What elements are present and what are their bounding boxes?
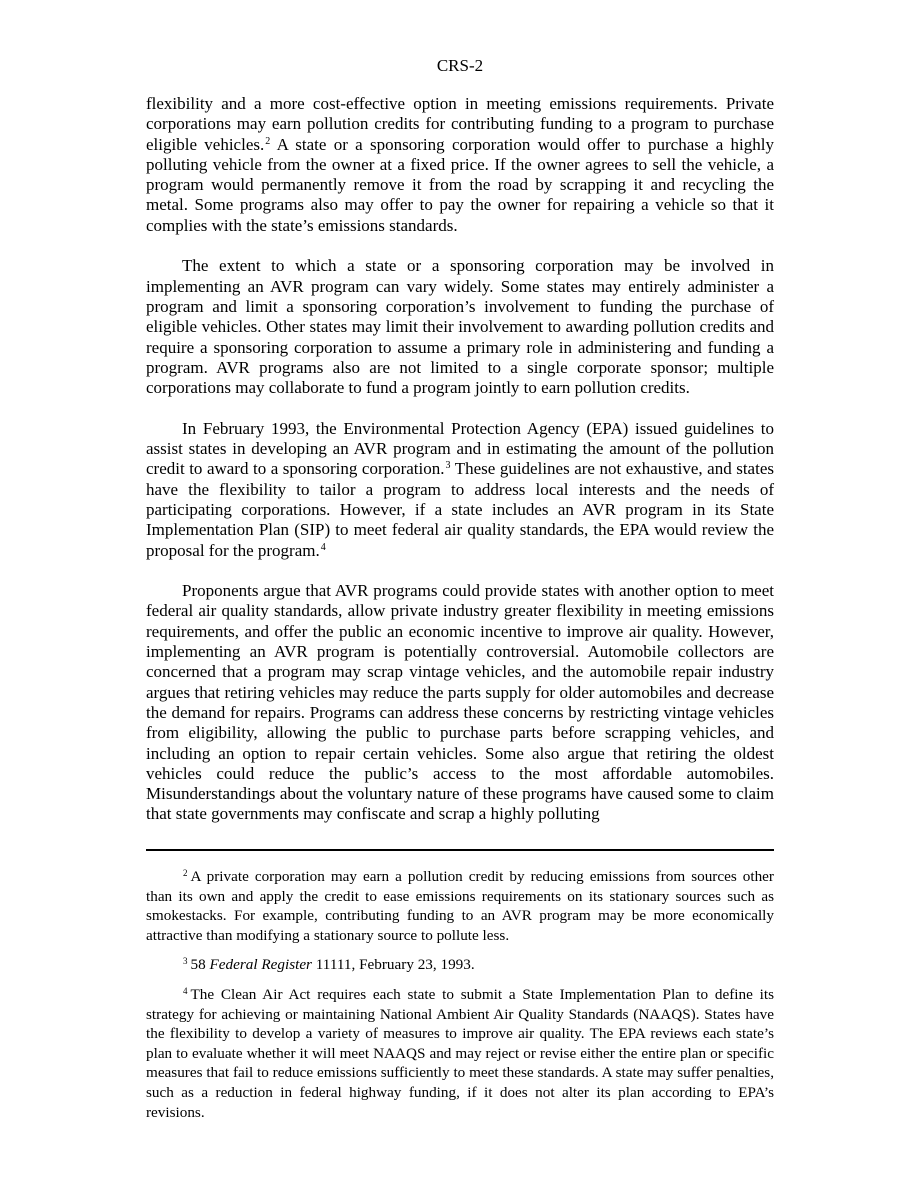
- footnote-2-text: A private corporation may earn a pollution credit by reducing emissions from sources other than its own and apply the credit to ease emissions requirements on its stationary sources such as smokestacks. For example, contributing funding to an AVR program may be more economically attractive than modifying a stationary source to pollute less.: [146, 868, 774, 944]
- paragraph-4-text: Proponents argue that AVR programs could provide states with another option to meet federal air quality standards, allow private industry greater flexibility in meeting emissions requirements, and offer the public an economic incentive to improve air quality. However, implementing an AVR program is potentially controversial. Automobile collectors are concerned that a program may scrap vintage vehicles, and the automobile repair industry argues that retiring vehicles may reduce the parts supply for older automobiles and decrease the demand for repairs. Programs can address these concerns by restricting vintage vehicles from eligibility, allowing the public to purchase parts before scrapping vehicles, and including an option to repair certain vehicles. Some also argue that retiring the oldest vehicles could reduce the public’s access to the most affordable automobiles. Misunderstandings about the voluntary nature of these programs have caused some to claim that state governments may confiscate and scrap a highly polluting: [146, 581, 774, 824]
- footnote-3-publication-title: Federal Register: [209, 956, 312, 974]
- paragraph-3-text-b: These guidelines are not exhaustive, and states have the flexibility to tailor a program to address local interests and the needs of participating corporations. However, if a state includes an AVR program in its State Implementation Plan (SIP) to meet federal air quality standards, the EPA would review the proposal for the program.: [146, 459, 774, 560]
- footnote-ref-4: 4: [320, 541, 326, 553]
- footnote-4-text: The Clean Air Act requires each state to submit a State Implementation Plan to define its strategy for achieving or maintaining National Ambient Air Quality Standards (NAAQS). States have the flexibility to develop a variety of measures to improve air quality. The EPA reviews each state’s plan to evaluate whether it will meet NAAQS and may reject or revise either the entire plan or specific measures that fail to reduce emissions sufficiently to meet these standards. A state may suffer penalties, such as a reduction in federal highway funding, if it does not alter its plan according to EPA’s revisions.: [146, 985, 774, 1121]
- footnote-number-3: 3: [183, 956, 188, 967]
- footnote-2: [146, 867, 774, 945]
- paragraph-3: [146, 419, 774, 561]
- footnote-3: [146, 955, 774, 975]
- footnote-number-4: 4: [183, 985, 188, 996]
- footnote-divider: [146, 849, 774, 851]
- paragraph-4: [146, 581, 774, 825]
- footnote-ref-2: 2: [265, 135, 271, 147]
- body-text: [146, 94, 774, 825]
- paragraph-2-text: The extent to which a state or a sponsoring corporation may be involved in implementing an AVR program can vary widely. Some states may entirely administer a program and limit a sponsoring corporation’s involvement to funding the purchase of eligible vehicles. Other states may limit their involvement to awarding pollution credits and require a sponsoring corporation to assume a primary role in administering and funding a program. AVR programs also are not limited to a single corporate sponsor; multiple corporations may collaborate to fund a program jointly to earn pollution credits.: [146, 256, 774, 398]
- footnote-4: [146, 985, 774, 1122]
- footnote-number-2: 2: [183, 868, 188, 878]
- paragraph-1-text-a: flexibility and a more cost-effective option in meeting emissions requirements. Private corporations may earn pollution credits for contributing funding to a program to purchase eligible vehicles.: [146, 94, 774, 154]
- page-header: CRS-2: [436, 56, 484, 75]
- footnote-ref-3: 3: [445, 460, 451, 472]
- paragraph-1-text-b: A state or a sponsoring corporation would offer to purchase a highly polluting vehicle from the owner at a fixed price. If the owner agrees to sell the vehicle, a program would permanently remove it from the road by scrapping it and recycling the metal. Some programs also may offer to pay the owner for repairing a vehicle so that it complies with the state’s emissions standards.: [146, 134, 774, 235]
- paragraph-1: [146, 94, 774, 236]
- footnote-3-text-b: 11111, February 23, 1993.: [311, 956, 475, 974]
- paragraph-2: [146, 256, 774, 398]
- footnote-3-text-a: 58: [190, 956, 210, 974]
- paragraph-3-text-a: In February 1993, the Environmental Protection Agency (EPA) issued guidelines to assist states in developing an AVR program and in estimating the amount of the pollution credit to award to a sponsoring corporation.: [146, 418, 774, 479]
- footnotes: [146, 867, 774, 1132]
